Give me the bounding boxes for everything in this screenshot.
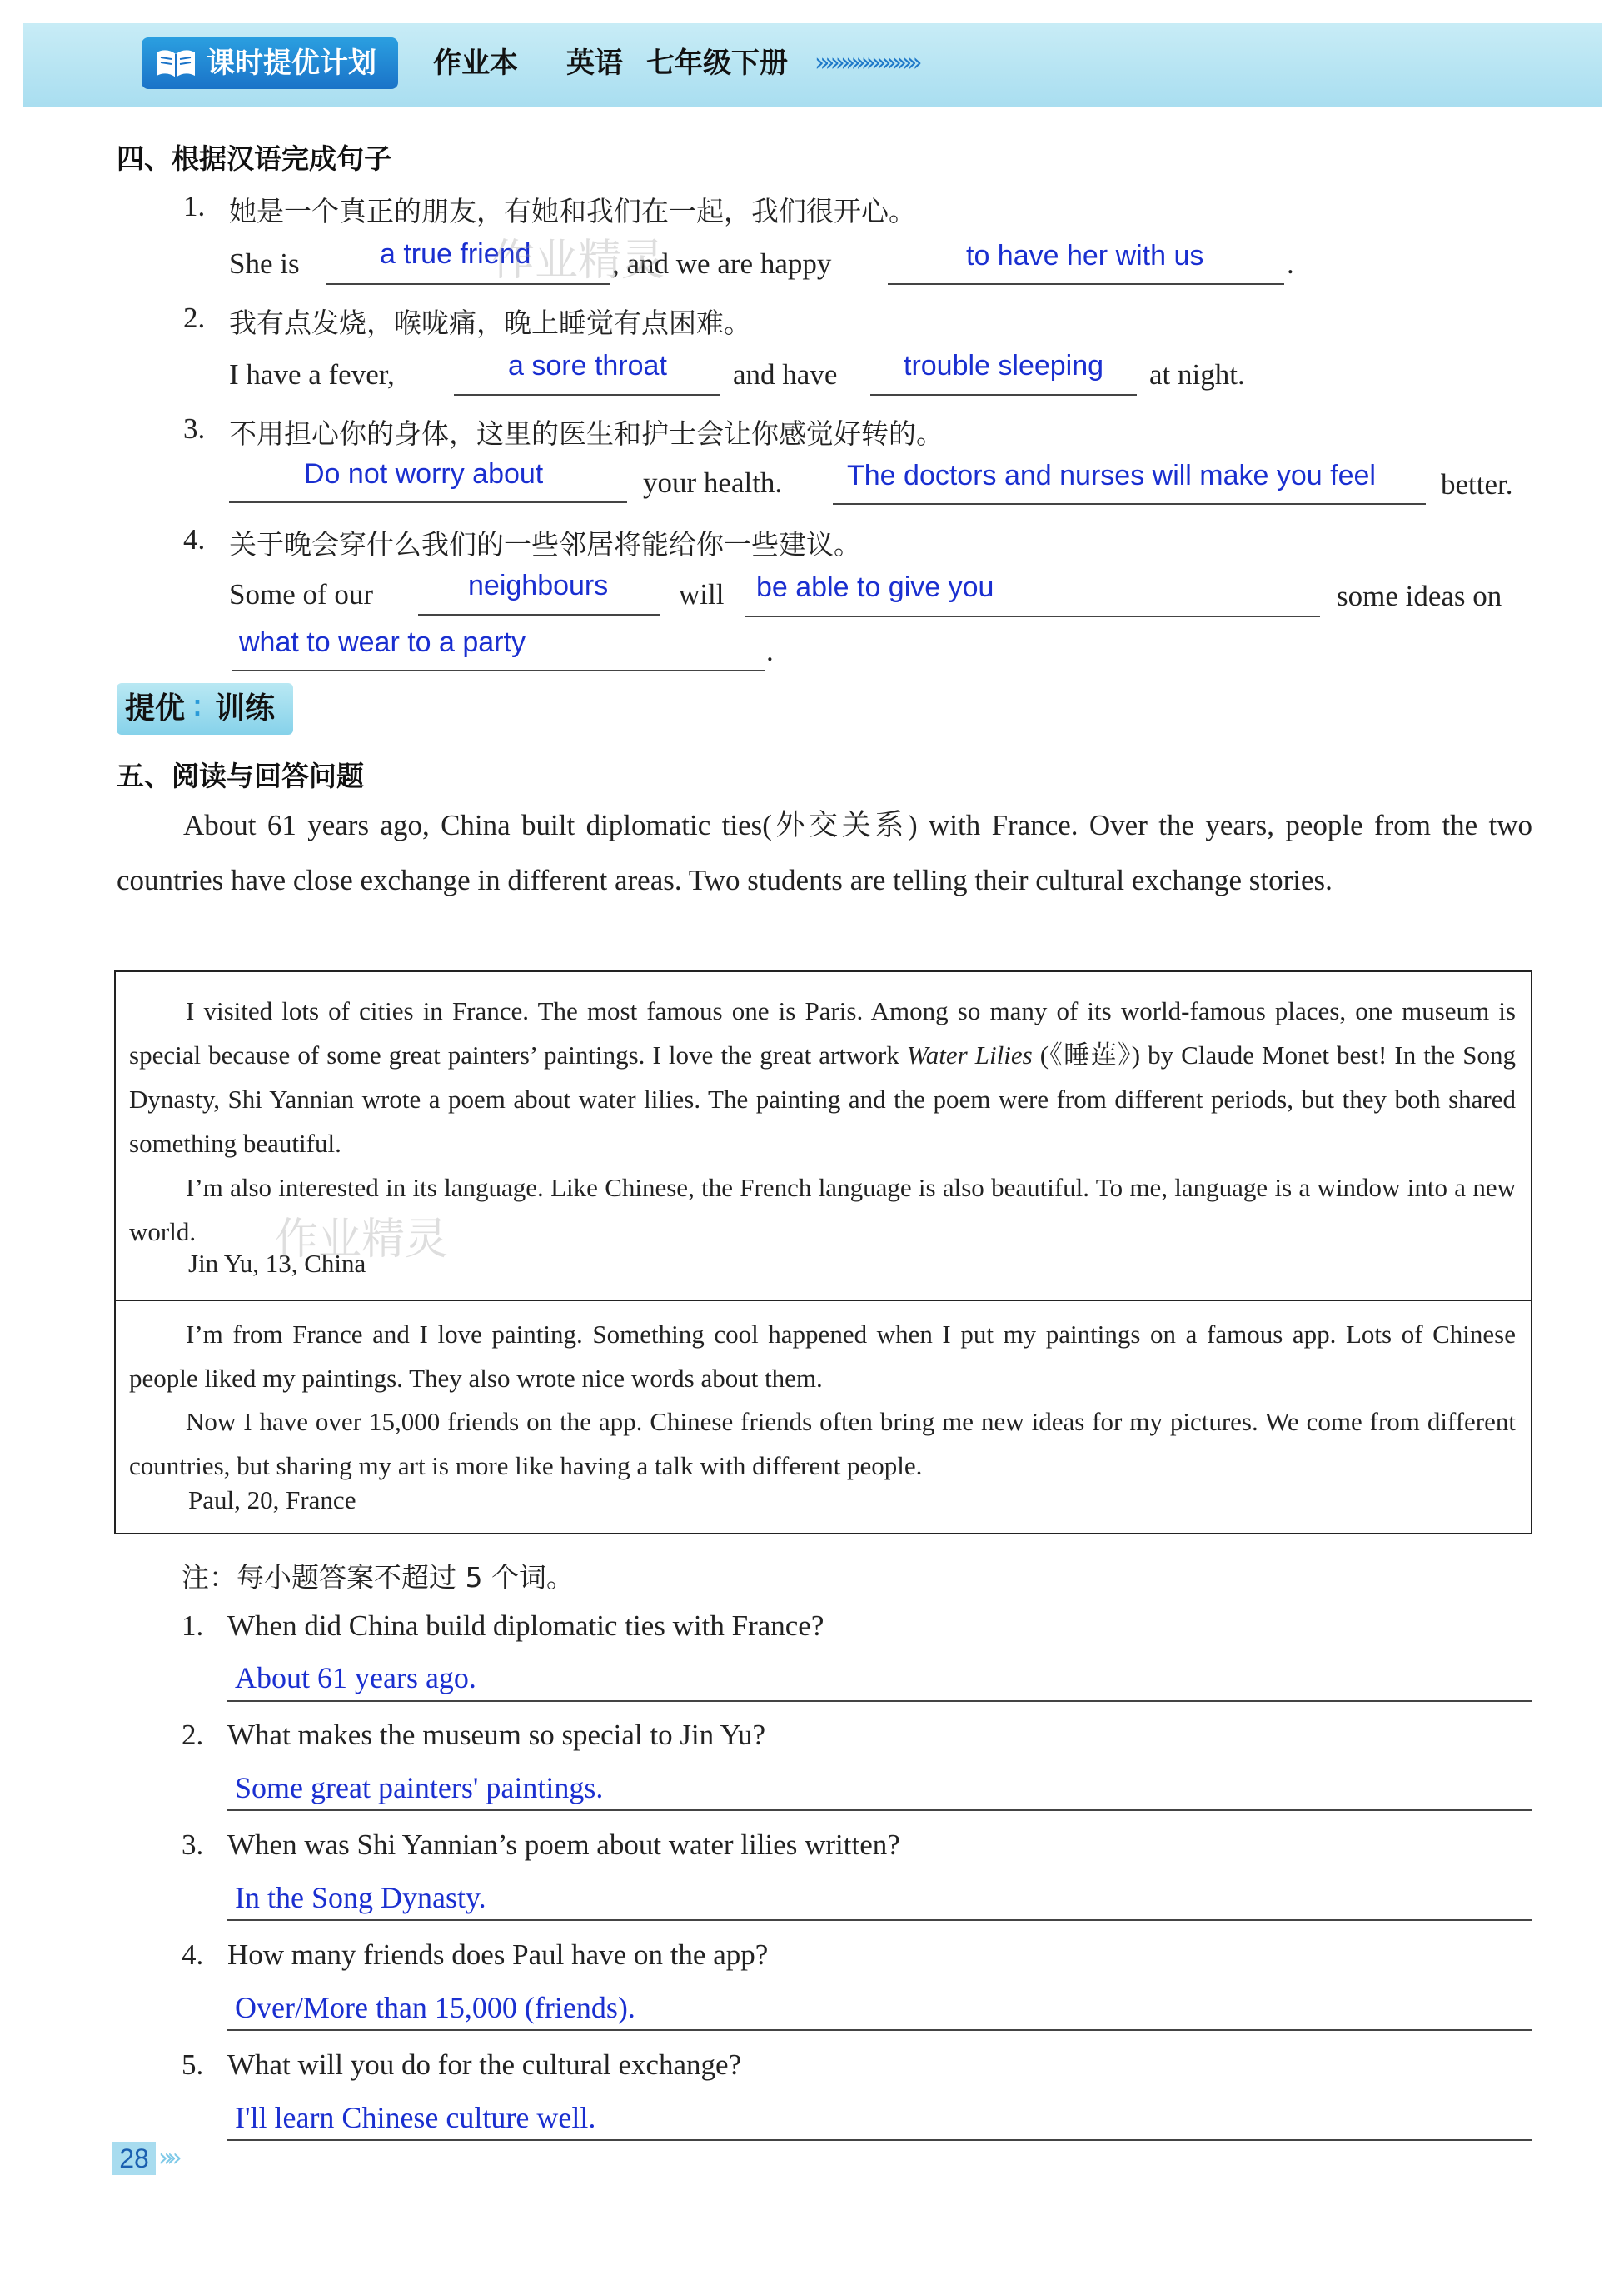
- q2-number: 2.: [182, 1719, 204, 1751]
- header-chevrons: »»»»»»»»»»: [814, 48, 918, 77]
- page-number: 28: [112, 2142, 156, 2175]
- item4-answer2: be able to give you: [756, 571, 994, 603]
- item2-chinese: 我有点发烧，喉咙痛，晚上睡觉有点困难。: [229, 307, 751, 339]
- q5-answer: I'll learn Chinese culture well.: [235, 2101, 596, 2134]
- section4-title: 四、根据汉语完成句子: [117, 142, 391, 175]
- artwork-title: Water Lilies: [906, 1040, 1033, 1070]
- item3-answer2: The doctors and nurses will make you feel: [847, 460, 1376, 491]
- watermark-2: 作业精灵: [275, 1215, 449, 1265]
- item4-blank2: [745, 616, 1320, 617]
- item4-blank3: [232, 670, 765, 671]
- item4-answer3: what to wear to a party: [239, 626, 526, 658]
- q5-number: 5.: [182, 2048, 204, 2081]
- item1-answer1: a true friend: [380, 238, 531, 270]
- q4-text: How many friends does Paul have on the app?: [227, 1938, 769, 1971]
- item1-chinese: 她是一个真正的朋友，有她和我们在一起，我们很开心。: [229, 195, 916, 227]
- item4-part3: some ideas on: [1337, 580, 1502, 612]
- item2-part1: I have a fever,: [229, 358, 395, 391]
- item4-part1: Some of our: [229, 578, 374, 611]
- item1-part3: .: [1287, 247, 1294, 280]
- story1-paragraph2: I’m also interested in its language. Like Chinese, the French language is also beautiful. To me, language is a window into a new world.: [129, 1173, 1516, 1246]
- item4-blank1: [418, 614, 660, 616]
- training-badge: [117, 683, 293, 735]
- q1-number: 1.: [182, 1609, 204, 1642]
- section5-title: 五、阅读与回答问题: [117, 760, 364, 792]
- item4-answer1: neighbours: [468, 570, 609, 601]
- item3-blank2: [833, 503, 1426, 505]
- q3-answer: In the Song Dynasty.: [235, 1881, 486, 1914]
- item1-part1: She is: [229, 247, 300, 280]
- story-divider: [116, 1300, 1531, 1301]
- item3-part3: better.: [1441, 468, 1513, 501]
- item2-answer1: a sore throat: [508, 350, 667, 382]
- item4-number: 4.: [183, 523, 206, 556]
- item3-part2: your health.: [643, 466, 783, 499]
- q2-answer-line: [227, 1809, 1532, 1811]
- q1-answer: About 61 years ago.: [235, 1661, 476, 1694]
- story1-signature: Jin Yu, 13, China: [188, 1249, 366, 1278]
- badge-dot-icon: ⁚: [193, 696, 202, 721]
- q4-answer-line: [227, 2029, 1532, 2031]
- q4-number: 4.: [182, 1938, 204, 1971]
- q3-text: When was Shi Yannian’s poem about water lilies written?: [227, 1829, 900, 1861]
- item1-part2: , and we are happy: [612, 247, 832, 280]
- q5-answer-line: [227, 2139, 1532, 2141]
- grade: 七年级下册: [646, 47, 788, 80]
- item2-number: 2.: [183, 302, 206, 334]
- q1-answer-line: [227, 1700, 1532, 1702]
- story1-paragraph1: I visited lots of cities in France. The most famous one is Paris. Among so many of its world-famous places, one museum is special because of some great painters’ paintings. I love the great artwork Water Lilies (《睡莲》) by Claude Monet best! In the Song Dynasty, Shi Yannian wrote a poem about water lilies. The painting and the poem were from different periods, but they both shared something beautiful.: [129, 996, 1516, 1158]
- item2-answer2: trouble sleeping: [904, 350, 1104, 382]
- item3-number: 3.: [183, 412, 206, 445]
- q3-answer-line: [227, 1919, 1532, 1921]
- open-book-icon: [153, 46, 198, 81]
- item4-part4: .: [766, 635, 774, 667]
- answer-note: 注：每小题答案不超过 5 个词。: [182, 1561, 574, 1594]
- badge-right: 训练: [215, 691, 276, 726]
- item2-blank2: [870, 394, 1137, 396]
- q2-answer: Some great painters' paintings.: [235, 1771, 604, 1804]
- item3-chinese: 不用担心你的身体，这里的医生和护士会让你感觉好转的。: [229, 417, 944, 450]
- item1-number: 1.: [183, 190, 206, 222]
- q2-text: What makes the museum so special to Jin Yu?: [227, 1719, 766, 1751]
- item1-answer2: to have her with us: [966, 240, 1204, 272]
- item4-part2: will: [679, 578, 725, 611]
- book-type: 作业本: [433, 47, 518, 80]
- subject: 英语: [566, 47, 623, 80]
- badge-left: 提优: [125, 691, 186, 726]
- item2-part3: at night.: [1149, 358, 1245, 391]
- page-chevron-icon: »»: [158, 2143, 176, 2173]
- story2-paragraph1: I’m from France and I love painting. Something cool happened when I put my paintings on a famous app. Lots of Chinese people liked my paintings. They also wrote nice words about them.: [129, 1320, 1516, 1393]
- brand-logo: [142, 37, 398, 89]
- item2-part2: and have: [733, 358, 838, 391]
- section5-intro: About 61 years ago, China built diplomatic ties(外交关系) with France. Over the years, people from the two countries have close exchange in different areas. Two students are telling their cultural exchange stories.: [117, 809, 1532, 896]
- item3-answer1: Do not worry about: [304, 458, 544, 490]
- q5-text: What will you do for the cultural exchange?: [227, 2048, 742, 2081]
- watermark-1: 作业精灵: [491, 236, 665, 286]
- item4-chinese: 关于晚会穿什么我们的一些邻居将能给你一些建议。: [229, 528, 861, 561]
- item3-blank1: [229, 501, 627, 503]
- q3-number: 3.: [182, 1829, 204, 1861]
- story2-paragraph2: Now I have over 15,000 friends on the app. Chinese friends often bring me new ideas for my pictures. We come from different countries, but sharing my art is more like having a talk with different people.: [129, 1407, 1516, 1480]
- q4-answer: Over/More than 15,000 (friends).: [235, 1991, 635, 2024]
- q1-text: When did China build diplomatic ties with France?: [227, 1609, 824, 1642]
- brand-text: 课时提优计划: [207, 47, 376, 80]
- story2-signature: Paul, 20, France: [188, 1485, 356, 1514]
- item1-blank2: [888, 283, 1284, 285]
- item2-blank1: [454, 394, 720, 396]
